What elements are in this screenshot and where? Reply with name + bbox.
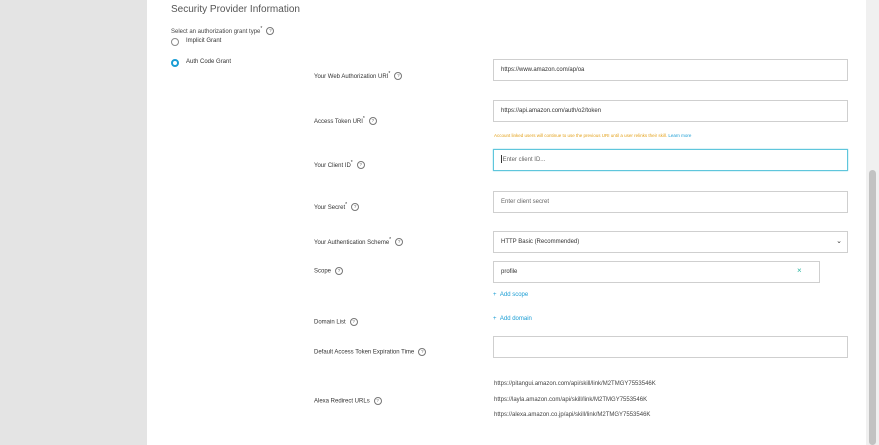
help-icon[interactable]: ?	[394, 72, 402, 80]
scope-label-text: Scope	[314, 268, 332, 275]
warning-text: Account linked users will continue to use the previous URI until a user relinks their skill.	[494, 133, 668, 138]
auth-code-grant-radio[interactable]	[171, 59, 179, 67]
token-expiration-label	[314, 348, 426, 356]
auth-code-grant-label[interactable]: Auth Code Grant	[186, 59, 232, 65]
secret-label	[314, 202, 359, 211]
token-uri-label-text: Access Token URI	[314, 119, 363, 125]
redirect-urls-label-text: Alexa Redirect URLs	[314, 398, 370, 405]
add-domain-link[interactable]	[493, 316, 532, 322]
auth-scheme-value: HTTP Basic (Recommended)	[501, 239, 580, 245]
token-uri-input[interactable]: https://api.amazon.com/auth/o2/token	[493, 100, 848, 122]
scrollbar-thumb[interactable]	[869, 170, 876, 445]
help-icon[interactable]: ?	[351, 203, 359, 211]
token-uri-label	[314, 116, 377, 125]
scope-input[interactable]: profile	[493, 261, 820, 283]
add-domain-label: Add domain	[499, 316, 532, 322]
add-scope-label: Add scope	[499, 292, 529, 298]
grant-type-text: Select an authorization grant type	[171, 29, 261, 35]
section-title: Security Provider Information	[171, 4, 300, 15]
learn-more-link[interactable]: Learn more	[668, 133, 692, 138]
secret-input[interactable]: Enter client secret	[493, 191, 848, 213]
plus-icon: +	[493, 316, 497, 322]
secret-label-text: Your Secret	[314, 205, 346, 211]
redirect-urls-label	[314, 397, 382, 405]
domain-list-label	[314, 318, 358, 326]
help-icon[interactable]: ?	[350, 318, 358, 326]
implicit-grant-radio[interactable]	[171, 38, 179, 46]
client-id-label-text: Your Client ID	[314, 163, 351, 169]
client-id-label	[314, 160, 365, 169]
text-caret	[501, 155, 502, 163]
required-mark: *	[345, 202, 348, 208]
redirect-url-item: https://pitangui.amazon.com/api/skill/link/M2TMGY7553546K	[494, 381, 656, 387]
required-mark: *	[350, 160, 353, 166]
required-mark: *	[388, 71, 391, 77]
help-icon[interactable]: ?	[369, 117, 377, 125]
required-mark: *	[389, 237, 392, 243]
help-icon[interactable]: ?	[357, 161, 365, 169]
token-expiration-label-text: Default Access Token Expiration Time	[314, 349, 415, 356]
grant-type-label	[171, 26, 274, 35]
help-icon[interactable]: ?	[335, 267, 343, 275]
help-icon[interactable]: ?	[418, 348, 426, 356]
token-uri-warning	[494, 133, 691, 138]
auth-uri-input[interactable]: https://www.amazon.com/ap/oa	[493, 59, 848, 81]
client-id-placeholder: Enter client ID...	[502, 157, 546, 163]
domain-list-label-text: Domain List	[314, 319, 346, 326]
chevron-down-icon: ⌄	[836, 238, 842, 245]
auth-scheme-select[interactable]	[493, 231, 848, 253]
required-mark: *	[260, 26, 263, 32]
help-icon[interactable]: ?	[395, 238, 403, 246]
auth-uri-label	[314, 71, 402, 80]
client-id-input[interactable]	[493, 149, 848, 171]
auth-scheme-label	[314, 237, 403, 246]
help-icon[interactable]: ?	[374, 397, 382, 405]
implicit-grant-label[interactable]: Implicit Grant	[186, 38, 222, 44]
scope-label	[314, 267, 343, 275]
redirect-url-item: https://alexa.amazon.co.jp/api/skill/link/M2TMGY7553546K	[494, 412, 651, 418]
token-expiration-input[interactable]	[493, 336, 848, 358]
redirect-url-item: https://layla.amazon.com/api/skill/link/M2TMGY7553546K	[494, 397, 648, 403]
auth-uri-label-text: Your Web Authorization URI	[314, 74, 389, 80]
auth-scheme-label-text: Your Authentication Scheme	[314, 240, 390, 246]
close-icon[interactable]: ×	[797, 266, 802, 275]
required-mark: *	[362, 116, 365, 122]
help-icon[interactable]: ?	[266, 27, 274, 35]
add-scope-link[interactable]	[493, 292, 528, 298]
plus-icon: +	[493, 292, 497, 298]
